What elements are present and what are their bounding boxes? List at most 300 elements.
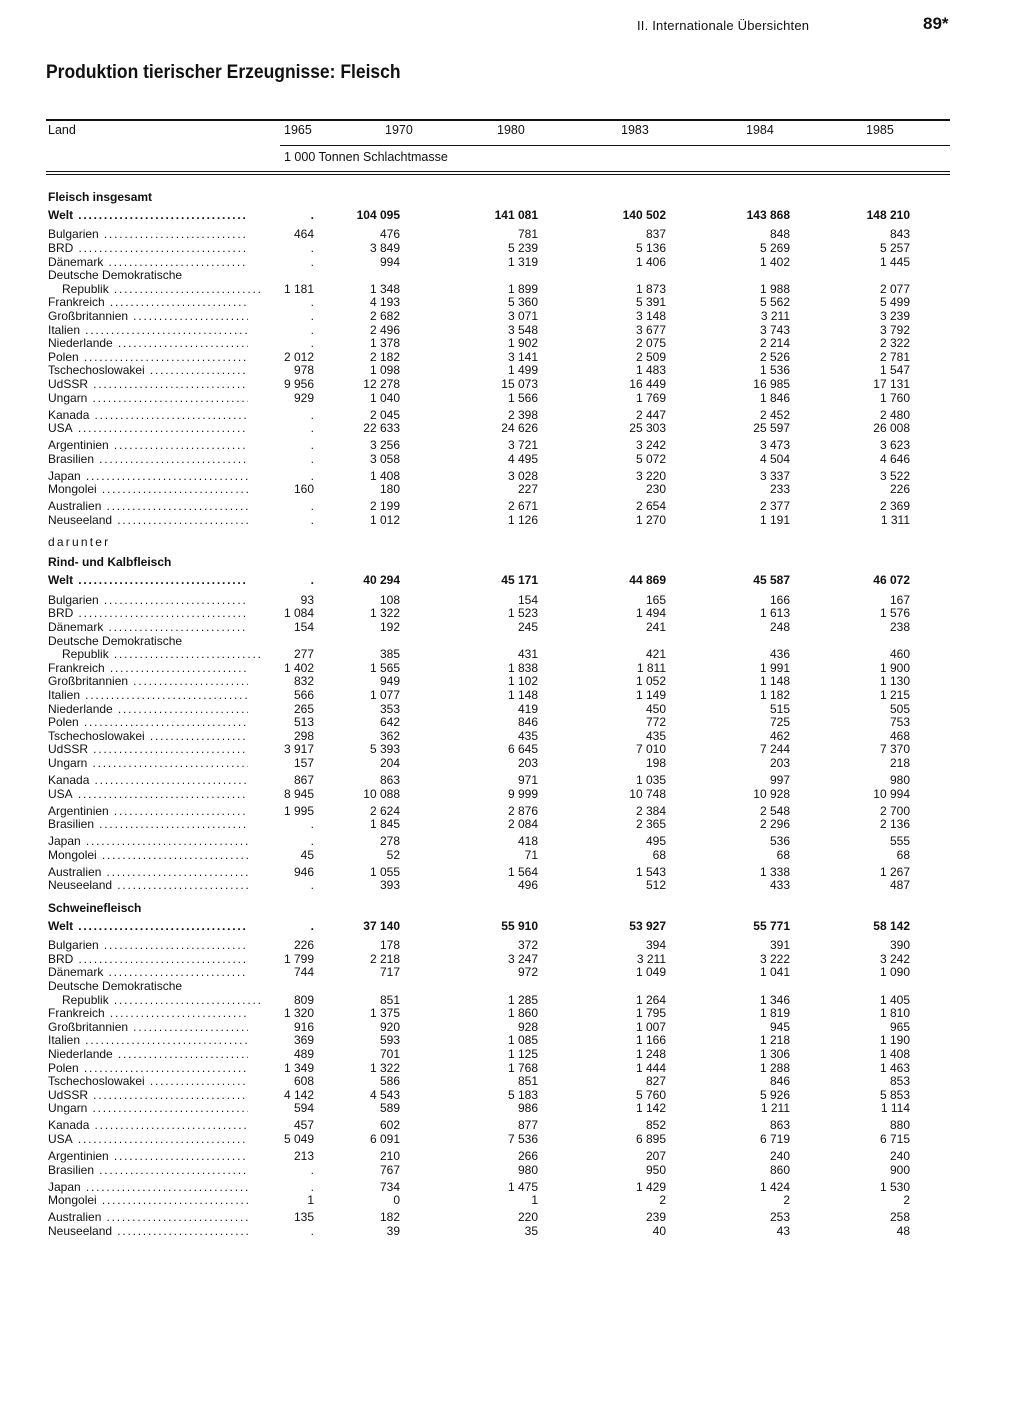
table-row [46,743,950,757]
value-cell: 15 073 [501,376,538,391]
value-cell: 1 769 [635,390,666,405]
value-cell: 512 [645,878,666,893]
value-cell: 1 285 [507,992,538,1007]
value-cell: 457 [293,1118,314,1133]
value-cell: 2 077 [879,281,910,296]
value-cell: 68 [896,847,910,862]
country-label: Dänemark ..... [48,621,248,635]
table-row [46,689,950,703]
country-label: Niederlande ..... [48,703,248,717]
value-cell: 1 408 [369,468,400,483]
table-row [46,364,950,378]
value-cell: 2 075 [635,336,666,351]
value-cell: 2 496 [369,322,400,337]
value-cell: 851 [379,992,400,1007]
value-cell: 1 288 [759,1060,790,1075]
table-row [46,994,950,1008]
value-cell: 846 [769,1074,790,1089]
value-cell: 5 760 [635,1087,666,1102]
value-cell: 6 715 [879,1131,910,1146]
country-label: Kanada ..... [48,409,248,423]
value-cell: 53 927 [629,918,666,933]
value-cell: 725 [769,715,790,730]
country-label: Großbritannien ..... [48,675,248,689]
value-cell: . [310,1179,314,1194]
value-cell: 2 509 [635,349,666,364]
value-cell: 772 [645,715,666,730]
value-cell: 1 085 [507,1033,538,1048]
value-cell: 1 218 [759,1033,790,1048]
value-cell: 2 369 [879,499,910,514]
value-cell: . [310,322,314,337]
value-cell: 48 [896,1223,910,1238]
table-row [46,453,950,467]
table-row [46,1021,950,1035]
country-label: Welt ..... [48,206,248,225]
value-cell: 6 895 [635,1131,666,1146]
table-row [46,1062,950,1076]
value-cell: 980 [517,1162,538,1177]
value-cell: 3 211 [760,308,790,323]
table-row [46,351,950,365]
value-cell: . [310,1162,314,1177]
value-cell: 513 [293,715,314,730]
value-cell: 2 218 [369,951,400,966]
value-cell: 253 [769,1210,790,1225]
value-cell: 6 091 [369,1131,400,1146]
value-cell: 435 [645,728,666,743]
country-label: Frankreich ..... [48,662,248,676]
table-row [46,1089,950,1103]
header-mid-rule [280,145,950,146]
value-cell: . [310,295,314,310]
value-cell: 846 [517,715,538,730]
value-cell: 1 215 [879,687,910,702]
table-row [46,917,950,936]
value-cell: 220 [517,1210,538,1225]
value-cell: . [310,573,314,588]
value-cell: 71 [524,847,538,862]
value-cell: 487 [889,878,910,893]
value-cell: 767 [379,1162,400,1177]
value-cell: . [310,878,314,893]
value-cell: 1 338 [759,864,790,879]
value-cell: 832 [293,674,314,689]
value-cell: 178 [379,938,400,953]
value-cell: 17 131 [873,376,910,391]
country-label: Ungarn ..... [48,757,248,771]
value-cell: 25 597 [753,421,790,436]
value-cell: 3 849 [369,240,400,255]
value-cell: 2 398 [507,407,538,422]
country-label: Japan ..... [48,835,248,849]
table-row [46,269,950,283]
value-cell: 248 [769,620,790,634]
value-cell: 980 [889,772,910,787]
country-label: UdSSR ..... [48,1089,248,1103]
value-cell: 1 248 [635,1046,666,1061]
value-cell: . [310,834,314,849]
value-cell: . [310,817,314,832]
country-label: BRD ..... [48,242,248,256]
value-cell: 1 988 [759,281,790,296]
value-cell: 2 447 [635,407,666,422]
value-cell: 900 [889,1162,910,1177]
country-label: Neuseeland ..... [48,1225,248,1239]
value-cell: 460 [889,647,910,662]
country-label: Argentinien ..... [48,805,248,819]
value-cell: . [310,512,314,527]
value-cell: 1 320 [283,1006,314,1021]
table-body [46,182,950,1238]
value-cell: . [310,407,314,422]
value-cell: 1 819 [759,1006,790,1021]
value-cell: 1 041 [759,965,790,980]
value-cell: 851 [517,1074,538,1089]
country-label: Ungarn ..... [48,392,248,406]
value-cell: 182 [379,1210,400,1225]
value-cell: . [310,308,314,323]
value-cell: 827 [645,1074,666,1089]
value-cell: 37 140 [363,918,400,933]
country-label: Tschechoslowakei ..... [48,1075,248,1089]
value-cell: 1 406 [635,254,666,269]
value-cell: 7 370 [879,742,910,757]
table-row [46,1225,950,1239]
value-cell: 2 [783,1193,790,1208]
value-cell: 203 [769,755,790,770]
value-cell: 837 [645,227,666,242]
value-cell: 157 [293,755,314,770]
value-cell: 238 [889,620,910,634]
value-cell: . [310,240,314,255]
value-cell: 3 071 [507,308,538,323]
value-cell: 5 562 [759,295,790,310]
value-cell: 1 166 [635,1033,666,1048]
value-cell: 10 928 [753,786,790,801]
table-row [46,1211,950,1225]
value-cell: 1 077 [369,687,400,702]
value-cell: 369 [293,1033,314,1048]
value-cell: 602 [379,1118,400,1133]
value-cell: 5 136 [635,240,666,255]
value-cell: 1 126 [507,512,538,527]
table-row [46,409,950,423]
value-cell: 860 [769,1162,790,1177]
value-cell: 3 247 [507,951,538,966]
section-prefix [46,533,950,551]
value-cell: 1 055 [369,864,400,879]
section-prefix-label: darunter [48,535,111,550]
table-row [46,283,950,297]
country-label: Brasilien ..... [48,818,248,832]
value-cell: 230 [645,482,666,497]
value-cell: 44 869 [629,573,666,588]
table-row [46,879,950,893]
country-label: UdSSR ..... [48,743,248,757]
value-cell: 2 876 [507,803,538,818]
value-cell: 1 142 [635,1101,666,1116]
value-cell: 245 [517,620,538,634]
value-cell: 3 141 [507,349,538,364]
value-cell: 2 452 [759,407,790,422]
value-cell: 3 239 [879,308,910,323]
value-cell: 1 012 [369,512,400,527]
value-cell: 450 [645,701,666,716]
value-cell: 965 [889,1019,910,1034]
table-top-rule [46,119,950,121]
value-cell: 40 294 [363,573,400,588]
value-cell: 929 [293,390,314,405]
value-cell: 1 311 [880,512,910,527]
value-cell: 1 499 [507,363,538,378]
value-cell: 1 348 [369,281,400,296]
value-cell: 3 623 [879,438,910,453]
value-cell: 2 624 [369,803,400,818]
value-cell: 1 408 [879,1046,910,1061]
value-cell: 167 [889,592,910,607]
value-cell: 462 [769,728,790,743]
section-heading-label: Rind- und Kalbfleisch [48,555,172,570]
value-cell: . [310,918,314,933]
value-cell: 55 771 [753,918,790,933]
value-cell: 4 543 [369,1087,400,1102]
country-label: Ungarn ..... [48,1102,248,1116]
value-cell: 165 [645,592,666,607]
value-cell: 2 012 [283,349,314,364]
country-label: Brasilien ..... [48,1164,248,1178]
table-row [46,662,950,676]
value-cell: 515 [769,701,790,716]
value-cell: 203 [517,755,538,770]
table-row [46,228,950,242]
value-cell: 1 402 [283,660,314,675]
value-cell: 928 [517,1019,538,1034]
value-cell: 2 671 [507,499,538,514]
value-cell: 945 [769,1019,790,1034]
value-cell: 505 [889,701,910,716]
table-row [46,1034,950,1048]
value-cell: 218 [889,755,910,770]
value-cell: 843 [889,227,910,242]
table-row [46,805,950,819]
value-cell: 717 [379,965,400,980]
table-row [46,818,950,832]
value-cell: 1 375 [369,1006,400,1021]
value-cell: 1 845 [369,817,400,832]
value-cell: 265 [293,701,314,716]
value-cell: 1 182 [759,687,790,702]
value-cell: 1 211 [760,1101,790,1116]
value-cell: 277 [293,647,314,662]
value-cell: 22 633 [363,421,400,436]
value-cell: 2 [903,1193,910,1208]
value-cell: 2 700 [879,803,910,818]
value-cell: 240 [769,1148,790,1163]
value-cell: 5 499 [879,295,910,310]
country-label: Niederlande ..... [48,1048,248,1062]
country-label: Welt ..... [48,571,248,590]
table-row [46,1150,950,1164]
table-row [46,866,950,880]
table-row [46,571,950,590]
table-row [46,337,950,351]
header-rule-1 [46,171,950,172]
column-header-1970: 1970 [385,123,413,137]
value-cell: 1 322 [369,1060,400,1075]
value-cell: 2 084 [507,817,538,832]
value-cell: 45 171 [501,573,538,588]
value-cell: 1 760 [879,390,910,405]
value-cell: 3 473 [759,438,790,453]
value-cell: 391 [769,938,790,953]
value-cell: 594 [293,1101,314,1116]
table-row [46,849,950,863]
value-cell: 52 [386,847,400,862]
value-cell: 3 058 [369,451,400,466]
country-label: Neuseeland ..... [48,514,248,528]
value-cell: 2 377 [759,499,790,514]
section-heading-label: Fleisch insgesamt [48,190,153,204]
value-cell: 2 480 [879,407,910,422]
country-label: Bulgarien ..... [48,594,248,608]
value-cell: 1 810 [879,1006,910,1021]
value-cell: 1 007 [635,1019,666,1034]
value-cell: . [310,336,314,351]
value-cell: 58 142 [873,918,910,933]
value-cell: 266 [517,1148,538,1163]
value-cell: 393 [379,878,400,893]
value-cell: 1 084 [283,606,314,621]
value-cell: 972 [517,965,538,980]
table-row [46,324,950,338]
value-cell: 1 530 [879,1179,910,1194]
value-cell: 431 [517,647,538,662]
value-cell: 1 148 [759,674,790,689]
country-label: BRD ..... [48,607,248,621]
value-cell: 104 095 [356,208,400,222]
country-label: Mongolei ..... [48,849,248,863]
value-cell: 566 [293,687,314,702]
value-cell: 946 [293,864,314,879]
country-label: UdSSR ..... [48,378,248,392]
value-cell: 2 781 [879,349,910,364]
table-row [46,483,950,497]
value-cell: 1 191 [759,512,790,527]
value-cell: 495 [645,834,666,849]
value-cell: 7 536 [507,1131,538,1146]
value-cell: 45 [300,847,314,862]
table-row [46,635,950,649]
country-label: Deutsche Demokratische [48,980,183,994]
value-cell: 140 502 [622,208,666,222]
value-cell: 781 [517,227,538,242]
value-cell: 1 902 [507,336,538,351]
country-label: USA ..... [48,422,248,436]
page-number: 89* [923,14,949,33]
value-cell: 16 449 [629,376,666,391]
value-cell: 226 [889,482,910,497]
value-cell: 3 220 [635,468,666,483]
country-label: Deutsche Demokratische [48,634,183,648]
value-cell: 2 182 [369,349,400,364]
value-cell: 6 719 [759,1131,790,1146]
table-row [46,594,950,608]
table-row [46,835,950,849]
value-cell: 25 303 [629,421,666,436]
value-cell: 4 193 [369,295,400,310]
value-cell: 468 [889,728,910,743]
value-cell: 536 [769,834,790,849]
value-cell: 1 049 [635,965,666,980]
table-row [46,1102,950,1116]
country-label: Dänemark ..... [48,256,248,270]
value-cell: . [310,1223,314,1238]
value-cell: . [310,499,314,514]
column-header-1985: 1985 [866,123,894,137]
country-label: Welt ..... [48,917,248,936]
value-cell: 496 [517,878,538,893]
table-row [46,1075,950,1089]
value-cell: 3 743 [759,322,790,337]
value-cell: 5 853 [879,1087,910,1102]
value-cell: 853 [889,1074,910,1089]
value-cell: 207 [645,1148,666,1163]
value-cell: 593 [379,1033,400,1048]
value-cell: 5 360 [507,295,538,310]
value-cell: 45 587 [753,573,790,588]
value-cell: 1 445 [879,254,910,269]
value-cell: 160 [293,482,314,497]
value-cell: 46 072 [873,573,910,588]
section-heading-label: Schweinefleisch [48,900,142,915]
value-cell: 436 [769,647,790,662]
value-cell: 916 [293,1019,314,1034]
value-cell: 2 682 [369,308,400,323]
column-header-1980: 1980 [497,123,525,137]
value-cell: 949 [379,674,400,689]
value-cell: 394 [645,938,666,953]
section-heading [46,899,950,917]
table-row [46,953,950,967]
value-cell: 1 444 [635,1060,666,1075]
table-row [46,757,950,771]
country-label: Republik ..... [62,648,262,662]
value-cell: 3 242 [879,951,910,966]
value-cell: 734 [379,1179,400,1194]
country-label: Polen ..... [48,716,248,730]
value-cell: 210 [379,1148,400,1163]
value-cell: 1 494 [635,606,666,621]
country-label: Frankreich ..... [48,1007,248,1021]
table-row [46,378,950,392]
value-cell: 997 [769,772,790,787]
value-cell: 555 [889,834,910,849]
value-cell: 1 052 [635,674,666,689]
value-cell: 2 526 [759,349,790,364]
value-cell: 362 [379,728,400,743]
value-cell: 5 391 [635,295,666,310]
value-cell: 1 264 [635,992,666,1007]
value-cell: 3 242 [635,438,666,453]
value-cell: 3 721 [507,438,538,453]
value-cell: 1 523 [507,606,538,621]
value-cell: 154 [293,620,314,634]
country-label: Japan ..... [48,470,248,484]
value-cell: 848 [769,227,790,242]
country-label: Italien ..... [48,689,248,703]
value-cell: 1 402 [759,254,790,269]
